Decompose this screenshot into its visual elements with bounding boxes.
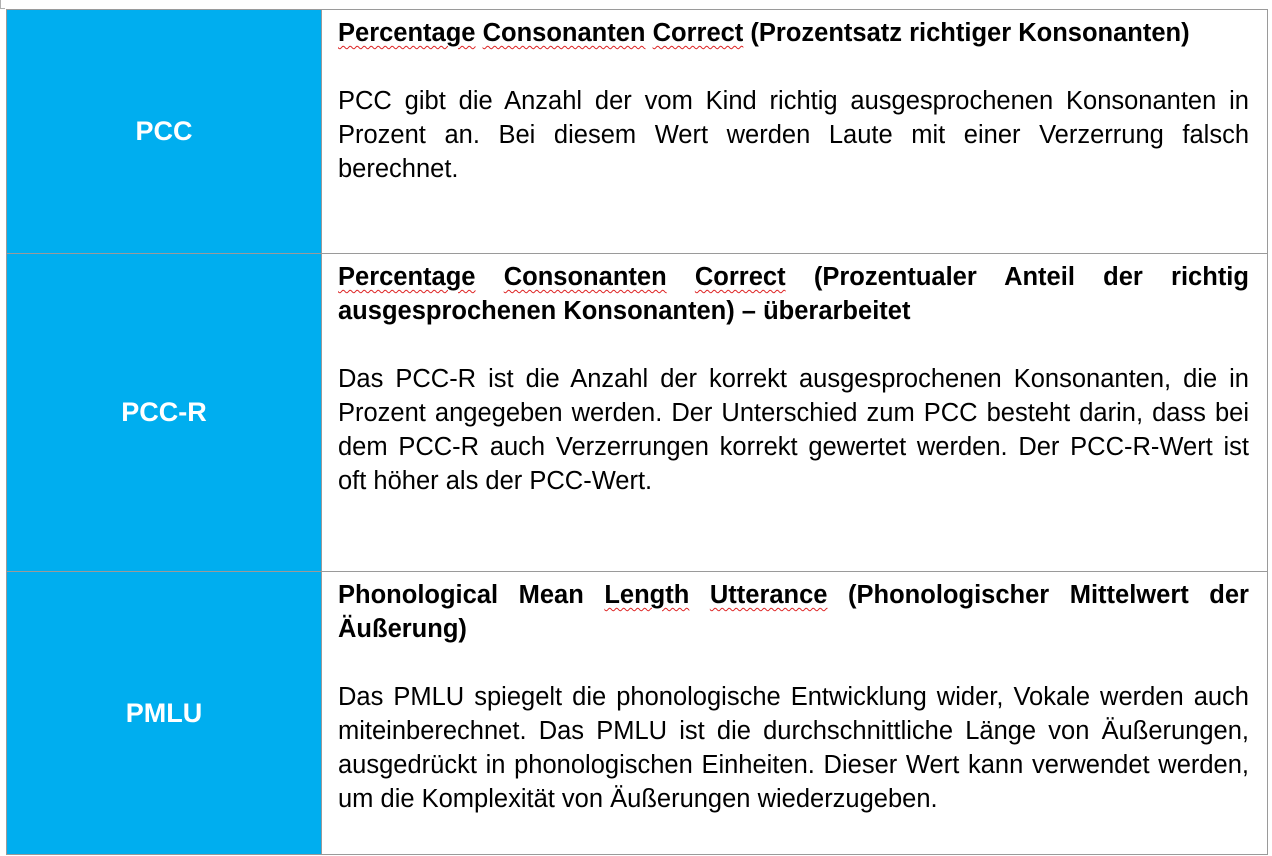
definition-cell-pcc	[322, 10, 1268, 254]
title-word: Percentage	[338, 19, 476, 47]
definition-body: Das PMLU spiegelt die phonologische Entwicklung wider, Vokale werden auch miteinberechnet. Das PMLU ist die durchschnittliche Länge von Äußerungen, ausgedrückt in phonologischen Einheiten. Dieser Wert kann verwendet werden, um die Komplexität von Äußerungen wiederzugeben.	[338, 683, 1249, 813]
title-word: Phonological	[338, 581, 499, 609]
title-translation: (Prozentualer Anteil der richtig ausgesprochenen Konsonanten) – überarbeitet	[338, 263, 1249, 325]
definition-title	[338, 578, 1249, 646]
title-word: Consonanten	[482, 19, 646, 47]
table-row	[7, 572, 1268, 855]
definition-body: PCC gibt die Anzahl der vom Kind richtig ausgesprochenen Konsonanten in Prozent an. Bei diesem Wert werden Laute mit einer Verzerrung falsch berechnet.	[338, 87, 1249, 183]
title-word: Correct	[652, 19, 744, 47]
term-cell-pcc	[7, 10, 322, 254]
table-row	[7, 10, 1268, 254]
definition-title	[338, 260, 1249, 328]
term-label: PMLU	[125, 697, 203, 728]
definition-body: Das PCC-R ist die Anzahl der korrekt ausgesprochenen Konsonanten, die in Prozent angegeben werden. Der Unterschied zum PCC besteht darin, dass bei dem PCC-R auch Verzerrungen korrekt gewertet werden. Der PCC-R-Wert ist oft höher als der PCC-Wert.	[338, 365, 1249, 495]
title-translation: (Phonologischer Mittelwert der Äußerung)	[338, 581, 1249, 643]
title-word: Utterance	[709, 581, 828, 609]
table-row	[7, 254, 1268, 572]
title-word: Consonanten	[503, 263, 667, 291]
term-cell-pmlu	[7, 572, 322, 855]
term-cell-pcc-r	[7, 254, 322, 572]
title-translation: (Prozentsatz richtiger Konsonanten)	[750, 19, 1190, 47]
title-word: Length	[604, 581, 690, 609]
definition-title	[338, 16, 1249, 50]
glossary-table	[6, 9, 1268, 855]
definition-cell-pmlu	[322, 572, 1268, 855]
title-word: Percentage	[338, 263, 476, 291]
definition-cell-pcc-r	[322, 254, 1268, 572]
title-word: Mean	[518, 581, 584, 609]
page-corner-mark	[0, 0, 5, 9]
term-label: PCC-R	[121, 397, 207, 427]
term-label: PCC	[135, 116, 193, 146]
title-word: Correct	[694, 263, 786, 291]
